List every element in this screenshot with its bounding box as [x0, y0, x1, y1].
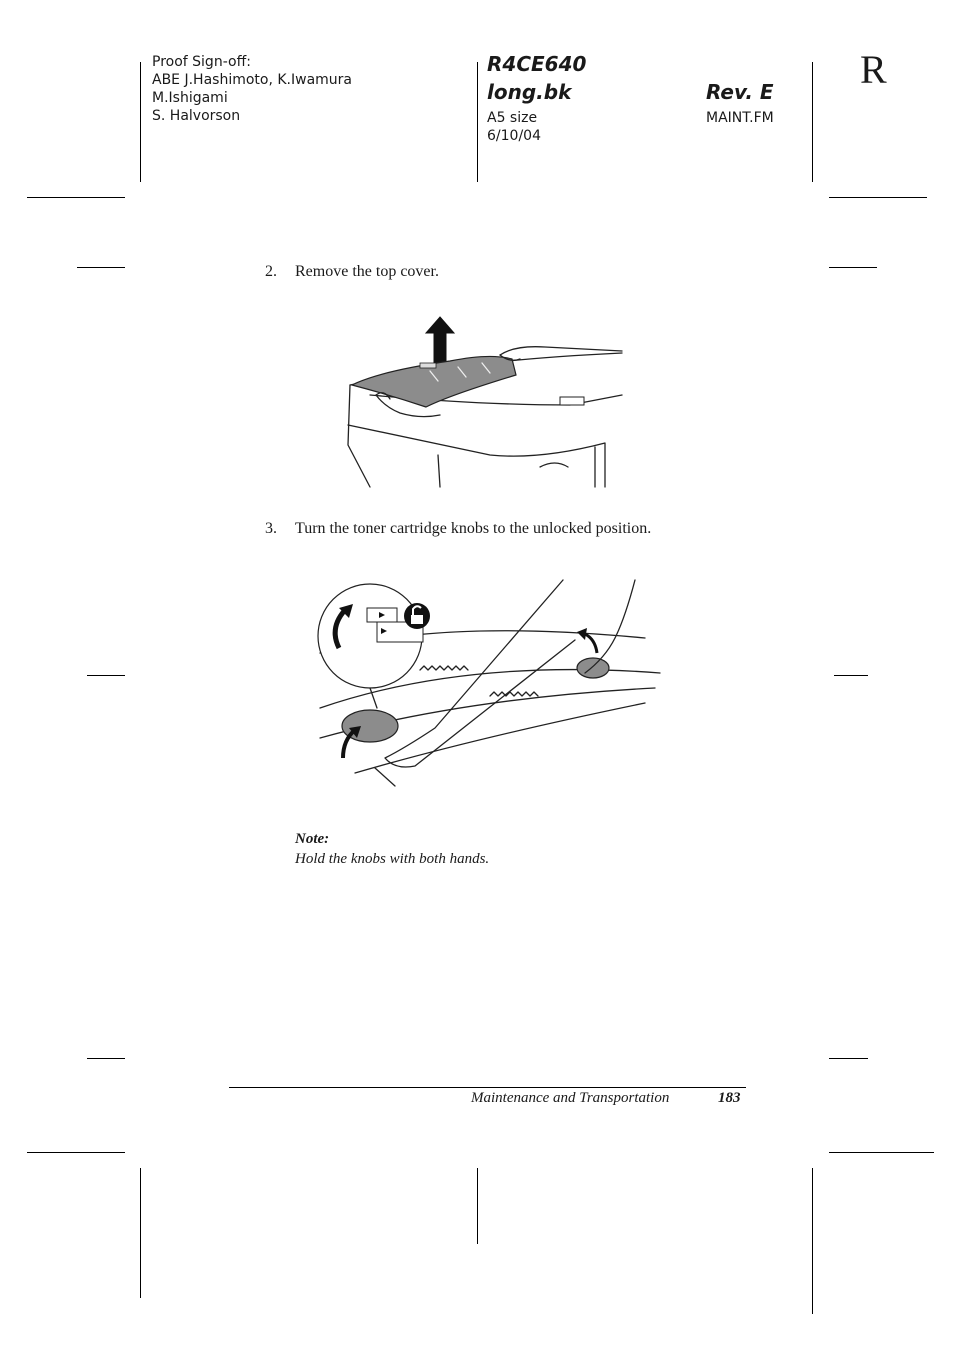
page-size: A5 size	[487, 110, 538, 126]
crop-mark	[829, 267, 877, 268]
crop-mark	[87, 1058, 125, 1059]
step-number: 3.	[265, 520, 277, 537]
book-name: long.bk	[487, 80, 572, 104]
turn-toner-knobs-illustration	[315, 578, 665, 793]
note-text: Hold the knobs with both hands.	[295, 851, 490, 867]
revision: Rev. E	[706, 80, 774, 104]
page-number: 183	[718, 1090, 741, 1106]
step-text: Remove the top cover.	[295, 263, 439, 280]
crop-mark	[87, 675, 125, 676]
crop-mark	[140, 1168, 141, 1298]
note-label: Note:	[295, 831, 330, 847]
proof-line: Proof Sign-off:	[152, 54, 251, 70]
doc-code: R4CE640	[487, 52, 587, 76]
crop-mark	[27, 197, 125, 198]
rotate-arrow-icon	[343, 730, 355, 758]
up-arrow-icon	[426, 317, 454, 367]
crop-mark	[812, 1168, 813, 1314]
proof-line: ABE J.Hashimoto, K.Iwamura	[152, 72, 353, 88]
crop-mark	[477, 62, 478, 182]
note	[295, 829, 489, 869]
crop-mark	[477, 1168, 478, 1244]
proof-line: S. Halvorson	[152, 108, 241, 124]
footer-rule	[229, 1087, 746, 1088]
crop-mark	[77, 267, 125, 268]
remove-top-cover-illustration	[340, 315, 630, 493]
step-text: Turn the toner cartridge knobs to the unlocked position.	[295, 520, 652, 537]
file-name: MAINT.FM	[706, 110, 774, 126]
proof-signoff	[152, 53, 352, 125]
footer-section: Maintenance and Transportation	[471, 1090, 670, 1106]
right-knob	[577, 658, 609, 678]
step-number: 2.	[265, 263, 277, 280]
doc-date: 6/10/04	[487, 128, 541, 144]
side-mark: R	[860, 47, 887, 92]
crop-mark	[812, 62, 813, 182]
crop-mark	[834, 675, 868, 676]
crop-mark	[829, 1152, 934, 1153]
crop-mark	[829, 1058, 868, 1059]
crop-mark	[27, 1152, 125, 1153]
crop-mark	[829, 197, 927, 198]
proof-line: M.Ishigami	[152, 90, 228, 106]
crop-mark	[140, 62, 141, 182]
